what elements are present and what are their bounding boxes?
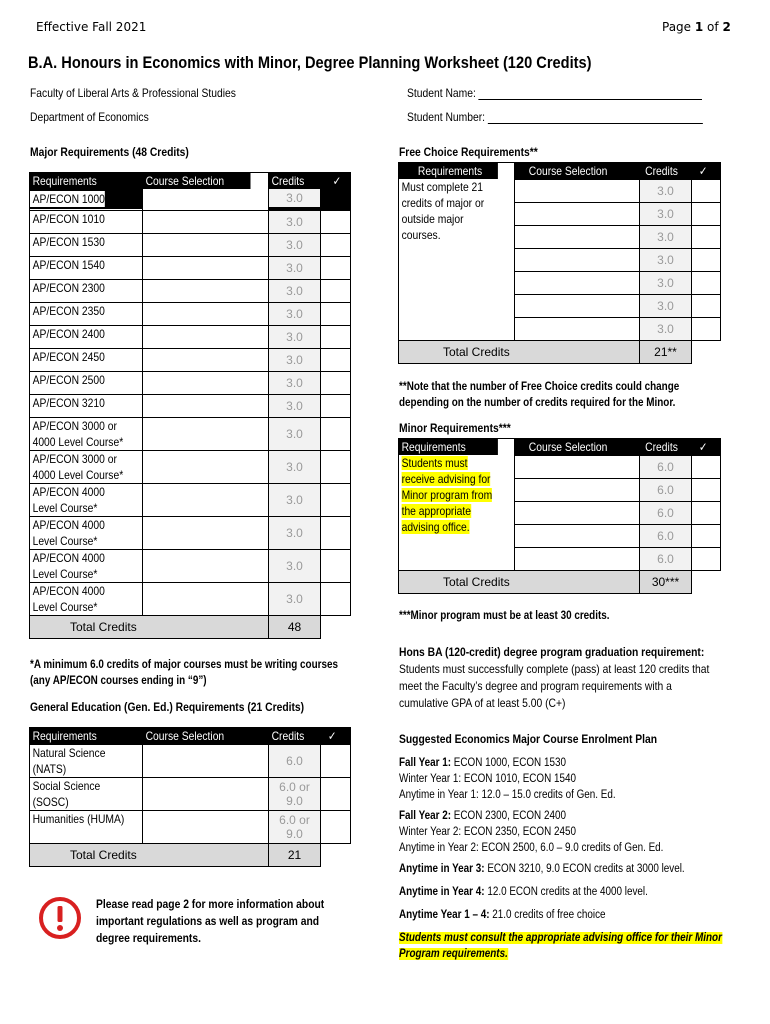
minor-table: Requirements Students must receive advising for Minor program from the appropriate advising office. Course Selection Credits ✓ 6.0 6.0 6.0 6.0 6.0 Total Credits 30*** (398, 438, 721, 594)
minor-course-5[interactable] (515, 548, 640, 571)
major-check-6[interactable] (321, 302, 351, 325)
minor-course-3[interactable] (515, 502, 640, 525)
major-check-15[interactable] (321, 549, 351, 582)
plan-year4: Anytime in Year 4: 12.0 ECON credits at the 4000 level. (399, 886, 648, 898)
hons-requirement: Hons BA (120-credit) degree program graduation requirement: Students must successfully complete (pass) at least 120 credits that meet the Faculty’s degree and program requirements with a cumulative GPA of at least 5.00 (C+) (399, 645, 710, 710)
plan-year3: Anytime in Year 3: ECON 3210, 9.0 ECON credits at 3000 level. (399, 863, 685, 875)
minor-total-label: Total Credits (399, 571, 640, 594)
gened-table: Requirements Course Selection Credits ✓ Natural Science (NATS) 6.0 Social Science (SOSC) 6.0 or 9.0 Humanities (HUMA) 6.0 or 9.0 Total Credits 21 (29, 727, 351, 867)
free-heading: Free Choice Requirements** (399, 145, 538, 159)
page-title: B.A. Honours in Economics with Minor, Degree Planning Worksheet (120 Credits) (28, 53, 592, 72)
major-course-13[interactable] (143, 483, 269, 516)
major-course-9[interactable] (143, 371, 269, 394)
minor-heading: Minor Requirements*** (399, 421, 511, 435)
major-course-3[interactable] (143, 233, 269, 256)
major-req-3: AP/ECON 1530 (30, 233, 143, 256)
major-req-8: AP/ECON 2450 (30, 348, 143, 371)
major-req-7: AP/ECON 2400 (30, 325, 143, 348)
free-course-1[interactable] (515, 180, 640, 203)
exclamation-circle-icon (38, 896, 82, 940)
major-course-2[interactable] (143, 210, 269, 233)
major-col-credits: Credits 3.0 (269, 173, 321, 210)
major-check-12[interactable] (321, 450, 351, 483)
major-req-14: AP/ECON 4000 Level Course* (30, 516, 143, 549)
free-table: Requirements Must complete 21 credits of major or outside major courses. Course Selection Credits ✓ 3.0 3.0 3.0 3.0 3.0 3.0 3.0 Total Credits 21** (398, 162, 721, 364)
gened-check-huma[interactable] (321, 811, 351, 844)
major-writing-note: *A minimum 6.0 credits of major courses must be writing courses (any AP/ECON courses ending in “9”) (30, 659, 338, 687)
plan-year2: Fall Year 2: ECON 2300, ECON 2400 Winter Year 2: ECON 2350, ECON 2450 Anytime in Year 2: ECON 2500, 6.0 – 9.0 credits of Gen. Ed. (399, 810, 664, 854)
minor-col-check: ✓ (692, 439, 721, 456)
gened-col-req: Requirements (30, 728, 143, 745)
major-req-5: AP/ECON 2300 (30, 279, 143, 302)
department-label: Department of Economics (30, 110, 149, 124)
plan-heading: Suggested Economics Major Course Enrolment Plan (399, 732, 658, 746)
page-indicator: Page 1 of 2 (662, 20, 731, 34)
major-check-8[interactable] (321, 348, 351, 371)
gened-req-nats: Natural Science (NATS) (30, 745, 143, 778)
major-req-2: AP/ECON 1010 (30, 210, 143, 233)
major-check-13[interactable] (321, 483, 351, 516)
free-course-3[interactable] (515, 226, 640, 249)
major-course-11[interactable] (143, 417, 269, 450)
major-req-4: AP/ECON 1540 (30, 256, 143, 279)
major-course-12[interactable] (143, 450, 269, 483)
major-col-req: Requirements AP/ECON 1000 (30, 173, 143, 210)
minor-col-course: Course Selection (515, 439, 640, 456)
gened-check-nats[interactable] (321, 745, 351, 778)
major-check-1[interactable]: ✓ (321, 173, 351, 210)
free-course-7[interactable] (515, 318, 640, 341)
major-course-15[interactable] (143, 549, 269, 582)
major-req-16: AP/ECON 4000 Level Course* (30, 582, 143, 615)
major-req-10: AP/ECON 3210 (30, 394, 143, 417)
effective-date: Effective Fall 2021 (36, 20, 147, 34)
major-course-5[interactable] (143, 279, 269, 302)
major-req-12: AP/ECON 3000 or 4000 Level Course* (30, 450, 143, 483)
gened-total-label: Total Credits (30, 844, 269, 867)
plan-year1: Fall Year 1: ECON 1000, ECON 1530 Winter Year 1: ECON 1010, ECON 1540 Anytime in Year 1: 12.0 – 15.0 credits of Gen. Ed. (399, 757, 616, 801)
major-course-8[interactable] (143, 348, 269, 371)
notice-text: Please read page 2 for more information about important regulations as well as program and degree requirements. (96, 897, 325, 945)
free-note: **Note that the number of Free Choice credits could change depending on the number of credits required for the Minor. (399, 381, 680, 409)
major-course-4[interactable] (143, 256, 269, 279)
minor-course-4[interactable] (515, 525, 640, 548)
plan-free-choice: Anytime Year 1 – 4: 21.0 credits of free choice (399, 909, 606, 921)
minor-check-5[interactable] (692, 548, 721, 571)
minor-total-value: 30*** (640, 571, 692, 594)
gened-total-value: 21 (269, 844, 321, 867)
major-course-7[interactable] (143, 325, 269, 348)
free-check-7[interactable] (692, 318, 721, 341)
major-table: Requirements AP/ECON 1000 Course Selection Credits 3.0 ✓ AP/ECON 1010 3.0 AP/ECON 1530 3.0 AP/ECON 1540 3.0 AP/ECON 2300 3.0 AP/ECON 2350 3.0 AP/ECON 2400 3.0 AP/ECON 2450 3.0 AP/ECON 2500 3.0 AP/ECON 3210 3.0 AP/ECON 3000 or 4000 Level Course* 3.0 AP/ECON 3000 or 4000 Level Course* 3.0 AP/ECON 4000 Level Course* 3.0 AP/ECON 4000 Level Course* 3.0 AP/ECON 4000 Level Course* 3.0 AP/ECON 4000 Level Course* 3.0 Total Credits 48 (29, 172, 351, 639)
gened-col-credits: Credits (269, 728, 321, 745)
major-req-15: AP/ECON 4000 Level Course* (30, 549, 143, 582)
major-total-value: 48 (269, 615, 321, 638)
student-name-field[interactable]: Student Name: (407, 86, 702, 100)
free-check-1[interactable] (692, 180, 721, 203)
major-check-9[interactable] (321, 371, 351, 394)
free-total-value: 21** (640, 341, 692, 364)
major-req-6: AP/ECON 2350 (30, 302, 143, 325)
gened-col-course: Course Selection (143, 728, 269, 745)
minor-col-credits: Credits (640, 439, 692, 456)
minor-check-1[interactable] (692, 456, 721, 479)
major-check-3[interactable] (321, 233, 351, 256)
major-heading: Major Requirements (48 Credits) (30, 145, 189, 159)
student-number-field[interactable]: Student Number: (407, 110, 703, 124)
gened-course-sosc[interactable] (143, 778, 269, 811)
major-req-11: AP/ECON 3000 or 4000 Level Course* (30, 417, 143, 450)
gened-req-huma: Humanities (HUMA) (30, 811, 143, 844)
minor-req-cell: Requirements Students must receive advising for Minor program from the appropriate advising office. (399, 439, 515, 571)
gened-check-sosc[interactable] (321, 778, 351, 811)
minor-check-2[interactable] (692, 479, 721, 502)
free-req-cell: Requirements Must complete 21 credits of major or outside major courses. (399, 163, 515, 341)
major-course-14[interactable] (143, 516, 269, 549)
free-check-2[interactable] (692, 203, 721, 226)
major-check-10[interactable] (321, 394, 351, 417)
free-check-4[interactable] (692, 249, 721, 272)
major-course-16[interactable] (143, 582, 269, 615)
major-req-9: AP/ECON 2500 (30, 371, 143, 394)
gened-col-check: ✓ (321, 728, 351, 745)
major-total-label: Total Credits (30, 615, 269, 638)
major-check-14[interactable] (321, 516, 351, 549)
major-course-1[interactable]: Course Selection (143, 173, 269, 211)
free-total-label: Total Credits (399, 341, 640, 364)
free-check-6[interactable] (692, 295, 721, 318)
free-course-4[interactable] (515, 249, 640, 272)
major-check-5[interactable] (321, 279, 351, 302)
consult-advising-note: Students must consult the appropriate advising office for their Minor Program requirements. (399, 932, 722, 960)
minor-note: ***Minor program must be at least 30 credits. (399, 610, 610, 622)
free-col-check: ✓ (692, 163, 721, 180)
free-col-course: Course Selection (515, 163, 640, 180)
gened-course-huma[interactable] (143, 811, 269, 844)
major-check-11[interactable] (321, 417, 351, 450)
major-course-10[interactable] (143, 394, 269, 417)
free-course-2[interactable] (515, 203, 640, 226)
major-req-13: AP/ECON 4000 Level Course* (30, 483, 143, 516)
gened-heading: General Education (Gen. Ed.) Requirements (21 Credits) (30, 700, 305, 714)
gened-req-sosc: Social Science (SOSC) (30, 778, 143, 811)
free-course-5[interactable] (515, 272, 640, 295)
minor-check-3[interactable] (692, 502, 721, 525)
faculty-label: Faculty of Liberal Arts & Professional Studies (30, 86, 236, 100)
free-check-3[interactable] (692, 226, 721, 249)
major-check-4[interactable] (321, 256, 351, 279)
minor-course-1[interactable] (515, 456, 640, 479)
free-check-5[interactable] (692, 272, 721, 295)
gened-course-nats[interactable] (143, 745, 269, 778)
major-check-16[interactable] (321, 582, 351, 615)
minor-check-4[interactable] (692, 525, 721, 548)
free-course-6[interactable] (515, 295, 640, 318)
major-course-6[interactable] (143, 302, 269, 325)
major-check-2[interactable] (321, 210, 351, 233)
minor-course-2[interactable] (515, 479, 640, 502)
free-col-credits: Credits (640, 163, 692, 180)
major-check-7[interactable] (321, 325, 351, 348)
